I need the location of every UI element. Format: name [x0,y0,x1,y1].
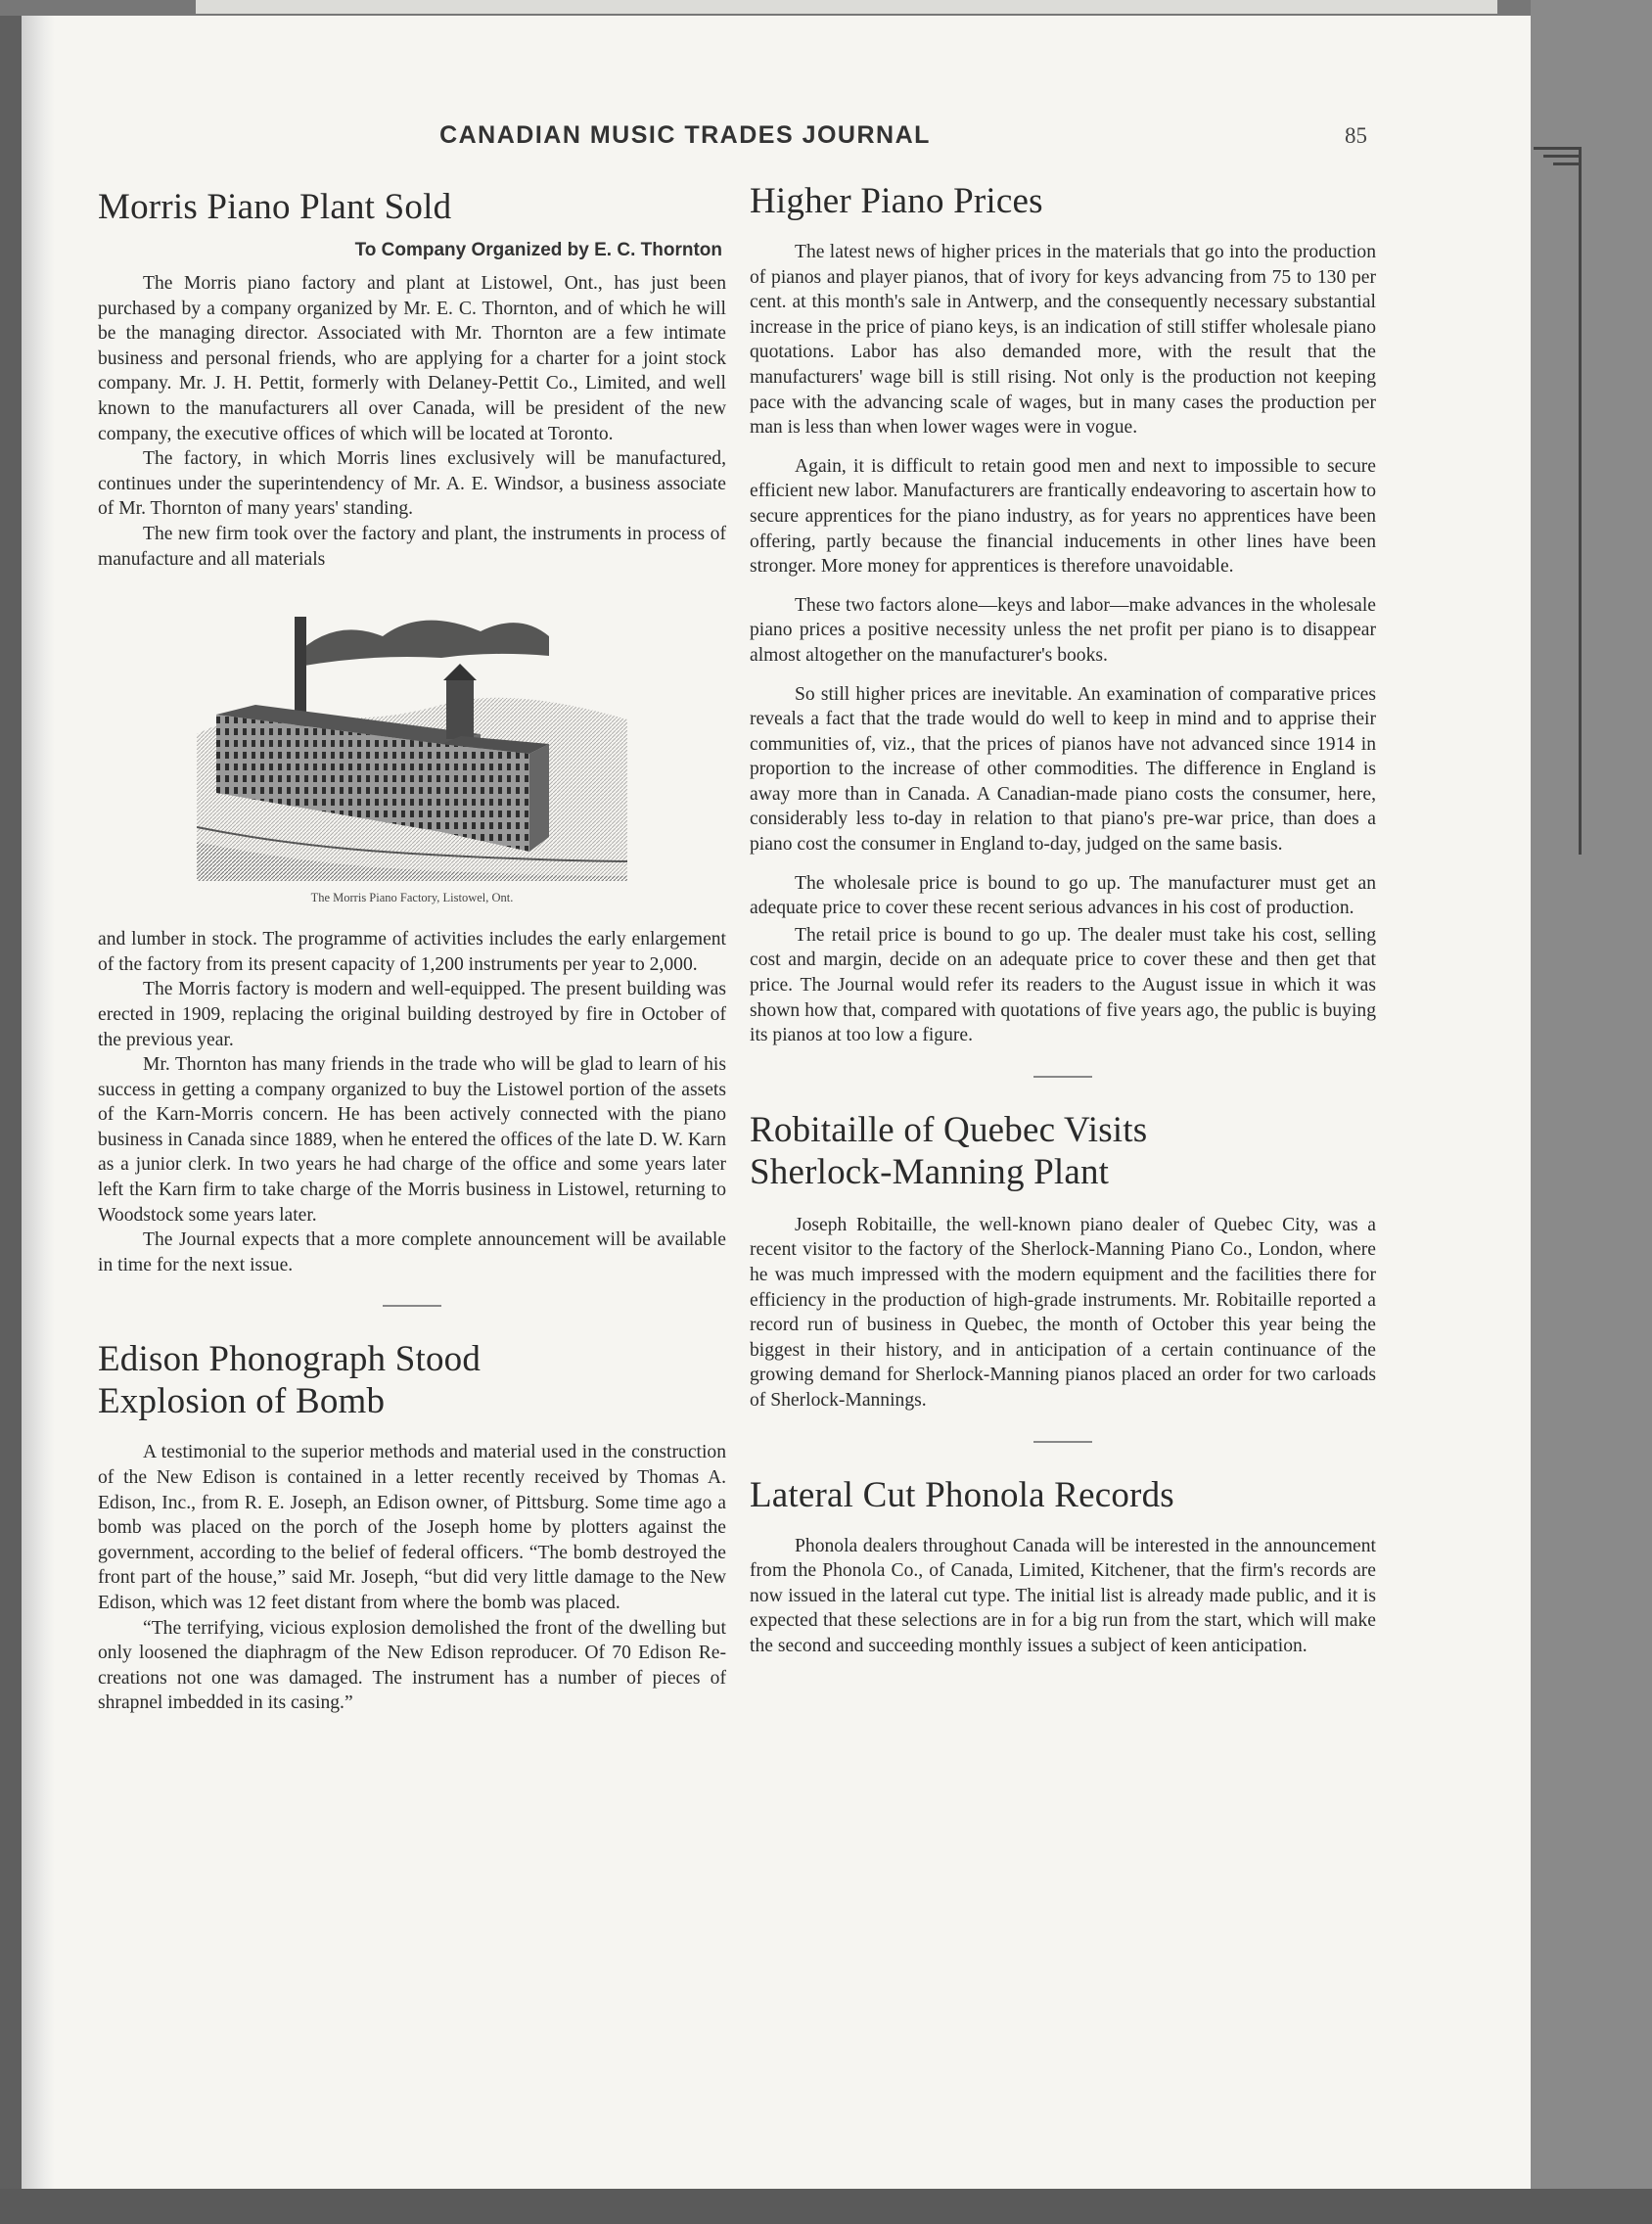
running-head: CANADIAN MUSIC TRADES JOURNAL [439,121,931,149]
scan-bottom-edge [0,2189,1652,2224]
article-title-phonola: Lateral Cut Phonola Records [750,1474,1174,1515]
article-title-edison-line2: Explosion of Bomb [98,1381,386,1422]
scan-top-paper [196,0,1497,14]
margin-bracket [1535,147,1582,852]
article-title-robitaille-line2: Sherlock-Manning Plant [750,1151,1110,1192]
edison-paragraph: A testimonial to the superior methods and material used in the construction of the New Edison is contained in a letter recently received by Thomas A. Edison, Inc., from R. E. Joseph, an Edison owner, of Pittsburg. Some time ago a bomb was placed on the porch of the Joseph home by plotters against the government, according to the belief of federal officers. “The bomb destroyed the front part of the house,” said Mr. Joseph, “but did very little damage to the New Edison, which was 12 feet distant from where the bomb was placed. [98,1442,726,1613]
prices-paragraph: Again, it is difficult to retain good men and next to impossible to secure efficient new labor. Manufacturers are frantically endeavoring to ascertain how to secure apprentices for the piano industry, as for years no apprentices have been offering, partly because the financial inducements in other lines have been stronger. More money for apprentices is therefore unavoidable. [750,455,1376,578]
page-gutter [22,16,55,2189]
article-title-robitaille-line1: Robitaille of Quebec Visits [750,1109,1148,1150]
right-column [750,180,1376,1659]
morris-paragraph: The factory, in which Morris lines exclusively will be manufactured, continues under the superintendency of Mr. A. E. Windsor, a business associate of Mr. Thornton of many years' standing. [98,448,726,520]
morris-paragraph: The Morris piano factory and plant at Listowel, Ont., has just been purchased by a company organized by Mr. E. C. Thornton, and of which he will be the managing director. Associated with Mr. Thornton are a few intimate business and personal friends, who are applying for a charter for a joint stock company. Mr. J. H. Pettit, formerly with Delaney-Pettit Co., Limited, and well known to the manufacturers all over Canada, will be president of the new company, the executive offices of which will be located at Toronto. [98,273,726,444]
section-divider [1033,1076,1092,1078]
edison-paragraph: “The terrifying, vicious explosion demolished the front of the dwelling but only loosened the diaphragm of the New Edison reproducer. Of 70 Edison Re-creations not one was damaged. The instrument has a number of pieces of shrapnel imbedded in its casing.” [98,1617,726,1714]
phonola-paragraph: Phonola dealers throughout Canada will be interested in the announcement from the Phonola Co., of Canada, Limited, Kitchener, that the firm's records are now issued in the lateral cut type. The initial list is already made public, and it is expected that these selections are in for a big run from the start, which will make the second and succeeding monthly issues a subject of keen anticipation. [750,1535,1376,1656]
section-divider [383,1305,441,1307]
figure-caption: The Morris Piano Factory, Listowel, Ont. [310,891,514,905]
article-subtitle-morris: To Company Organized by E. C. Thornton [354,240,722,260]
morris-paragraph: The Journal expects that a more complete announcement will be available in time for the next issue. [98,1229,726,1275]
morris-paragraph: Mr. Thornton has many friends in the trade who will be glad to learn of his success in getting a company organized to buy the Listowel portion of the assets of the Karn-Morris concern. He has been actively connected with the piano business in Canada since 1889, when he entered the offices of the late D. W. Karn as a junior clerk. In two years he had charge of the office and some years later left the Karn firm to take charge of the Morris business in Listowel, returning to Woodstock some years later. [98,1054,726,1226]
factory-illustration [197,597,627,881]
section-divider [1033,1441,1092,1443]
page-number: 85 [1345,123,1367,148]
prices-paragraph: The latest news of higher prices in the materials that go into the production of pianos and player pianos, that of ivory for keys advancing from 75 to 130 per cent. at this month's sale in Antwerp, and the consequently necessary substantial increase in the price of piano keys, is an indication of still stiffer wholesale piano quotations. Labor has also demanded more, with the result that the manufacturers' wage bill is still rising. Not only is the production not keeping pace with the advancing scale of wages, but in many cases the production per man is less than when lower wages were in vogue. [750,242,1376,439]
morris-paragraph: and lumber in stock. The programme of activities includes the early enlargement of the factory from its present capacity of 1,200 instruments per year to 2,000. [98,929,726,975]
robitaille-paragraph: Joseph Robitaille, the well-known piano dealer of Quebec City, was a recent visitor to the factory of the Sherlock-Manning Piano Co., London, where he was much impressed with the modern equipment and the facilities there for efficiency in the production of high-grade instruments. Mr. Robitaille reported a record run of business in Quebec, the month of October this year being the biggest in their history, and in anticipation of a certain continuance of the growing demand for Sherlock-Manning pianos placed an order for two carloads of Sherlock-Mannings. [750,1214,1376,1411]
article-title-morris: Morris Piano Plant Sold [98,187,452,227]
prices-paragraph: These two factors alone—keys and labor—make advances in the wholesale piano prices a positive necessity unless the net profit per piano is to disappear almost altogether on the manufacturer's books. [750,594,1376,666]
article-title-edison-line1: Edison Phonograph Stood [98,1339,482,1380]
prices-paragraph: So still higher prices are inevitable. An examination of comparative prices reveals a fact that the trade would do well to keep in mind and to apprise their communities of, viz., that the prices of pianos have not advanced since 1914 in proportion to the increase of other commodities. The difference in England is away more than in Canada. A Canadian-made piano costs the consumer, here, considerably less to-day in relation to that piano's pre-war price, than does a piano cost the consumer in England to-day, judged on the same basis. [750,683,1376,856]
left-column [98,186,726,1716]
morris-paragraph: The Morris factory is modern and well-equipped. The present building was erected in 1909, replacing the original building destroyed by fire in October of the previous year. [98,979,726,1050]
prices-paragraph: The wholesale price is bound to go up. The manufacturer must get an adequate price to cover these recent serious advances in his cost of production. [750,872,1376,919]
morris-paragraph: The new firm took over the factory and plant, the instruments in process of manufacture and all materials [98,523,726,570]
prices-paragraph: The retail price is bound to go up. The dealer must take his cost, selling cost and margin, decide on an adequate price to cover these and then get that price. The Journal would refer its readers to the August issue in which it was shown how that, compared with quotations of five years ago, the public is buying its pianos at too low a figure. [750,924,1376,1046]
article-title-prices: Higher Piano Prices [750,181,1043,221]
